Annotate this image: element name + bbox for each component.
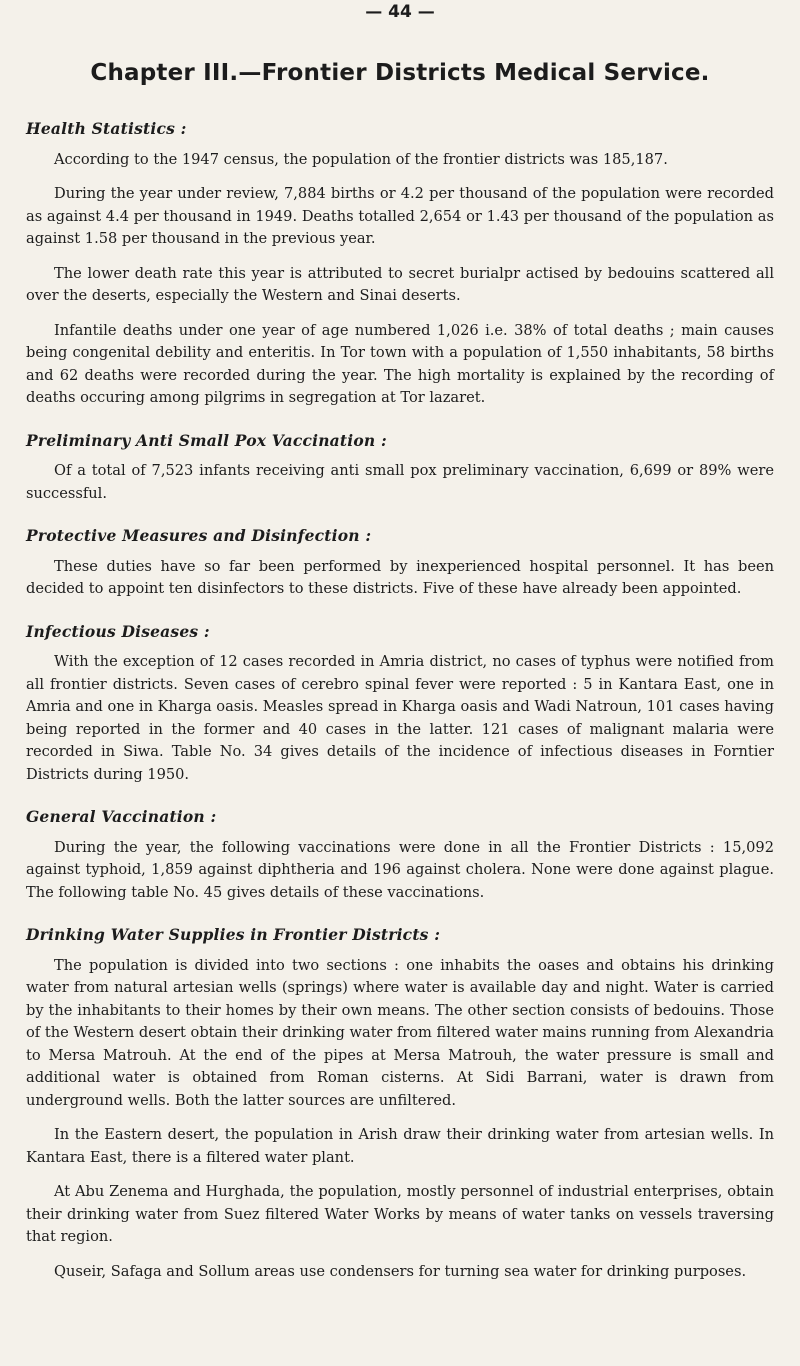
paragraph: Quseir, Safaga and Sollum areas use condensers for turning sea water for drinking purposes. [54,1262,747,1280]
section-preliminary-vaccination [26,430,774,506]
section-heading: Drinking Water Supplies in Frontier Districts : [26,925,441,944]
section-health-statistics [26,118,774,410]
section-general-vaccination [26,806,774,904]
paragraph: Of a total of 7,523 infants receiving anti small pox preliminary vaccination, 6,699 or 89% were successful. [26,462,774,502]
paragraph: During the year, the following vaccinations were done in all the Frontier Districts : 15,092 against typhoid, 1,859 against diphtheria and 196 against cholera. None were done against plague. The following table No. 45 gives details of these vaccinations. [26,838,774,901]
section-heading: Protective Measures and Disinfection : [26,526,372,545]
section-heading: Infectious Diseases : [26,621,210,641]
paragraph: With the exception of 12 cases recorded in Amria district, no cases of typhus were notified from all frontier districts. Seven cases of cerebro spinal fever were reported : 5 in Kantara East, one in Amria and one in Kharga oasis. Measles spread in Kharga oasis and Wadi Natroun, 101 cases having being reported in the former and 40 cases in the latter. 121 cases of malignant malaria were recorded in Siwa. Table No. 34 gives details of the incidence of infectious diseases in Forntier Districts during 1950. [26,653,774,783]
paragraph: Infantile deaths under one year of age numbered 1,026 i.e. 38% of total deaths ; main causes being congenital debility and enteritis. In Tor town with a population of 1,550 inhabitants, 58 births and 62 deaths were recorded during the year. The high mortality is explained by the recording of deaths occuring among pilgrims in segregation at Tor lazaret. [26,321,774,406]
chapter-title: Chapter III.—Frontier Districts Medical Service. [90,60,710,86]
paragraph: The lower death rate this year is attributed to secret burialpr actised by bedouins scattered all over the deserts, especially the Western and Sinai deserts. [26,264,774,304]
document-body [26,118,774,1295]
section-infectious-diseases [26,621,774,787]
section-heading: General Vaccination : [26,807,217,826]
section-heading: Preliminary Anti Small Pox Vaccination : [26,430,387,450]
section-protective-measures [26,525,774,601]
section-drinking-water [26,924,774,1283]
paragraph: These duties have so far been performed by inexperienced hospital personnel. It has been decided to appoint ten disinfectors to these districts. Five of these have already been appointed. [26,557,774,597]
page-number: — 44 — [365,2,435,22]
paragraph: At Abu Zenema and Hurghada, the population, mostly personnel of industrial enterprises, obtain their drinking water from Suez filtered Water Works by means of water tanks on vessels traversing that region. [26,1183,774,1245]
paragraph: In the Eastern desert, the population in Arish draw their drinking water from artesian wells. In Kantara East, there is a filtered water plant. [26,1126,774,1166]
paragraph: The population is divided into two sections : one inhabits the oases and obtains his drinking water from natural artesian wells (springs) where water is available day and night. Water is carried by the inhabitants to their homes by their own means. The other section consists of bedouins. Those of the Western desert obtain their drinking water from filtered water mains running from Alexandria to Mersa Matrouh. At the end of the pipes at Mersa Matrouh, the water pressure is small and additional water is obtained from Roman cisterns. At Sidi Barrani, water is drawn from underground wells. Both the latter sources are unfiltered. [26,956,774,1109]
paragraph: According to the 1947 census, the population of the frontier districts was 185,187. [54,150,668,168]
section-heading: Health Statistics : [26,119,187,138]
paragraph: During the year under review, 7,884 births or 4.2 per thousand of the population were recorded as against 4.4 per thousand in 1949. Deaths totalled 2,654 or 1.43 per thousand of the population as against 1.58 per thousand in the previous year. [26,185,774,247]
